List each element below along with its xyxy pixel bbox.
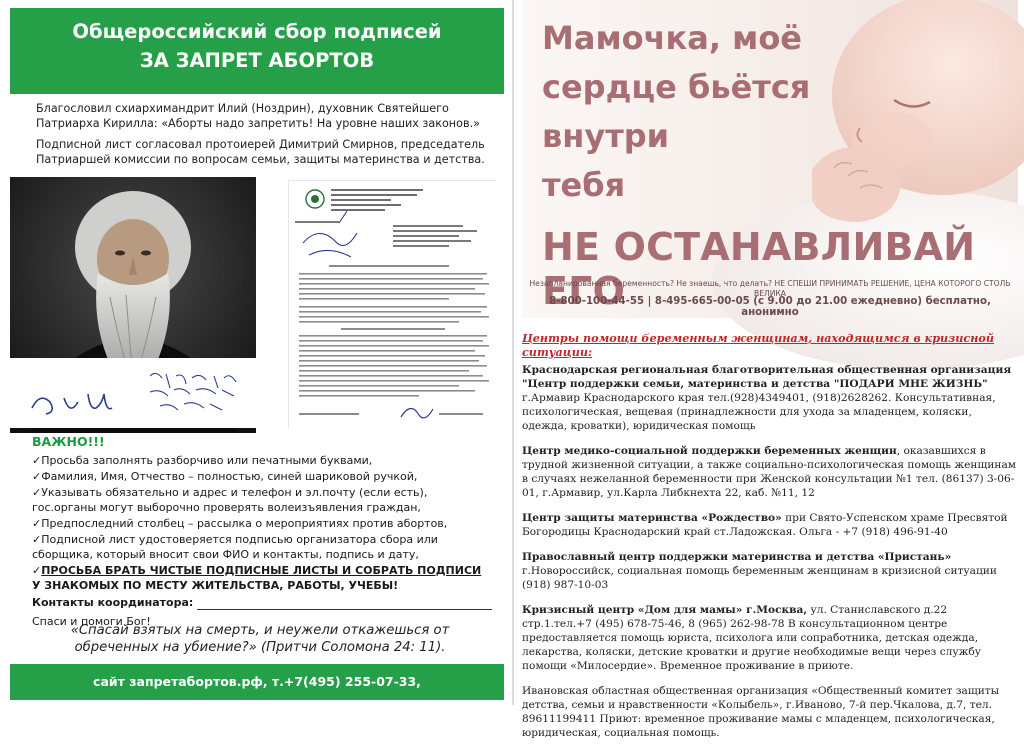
center-entry bbox=[522, 511, 1018, 539]
center-details: при Свято-Успенском храме Пресвятой Богородицы Краснодарский край ст.Ладожская. Ольга - +7 (918) 496-91-40 bbox=[522, 512, 1008, 538]
coordinator-label: Контакты координатора: bbox=[32, 596, 194, 609]
baby-poster bbox=[522, 0, 1018, 318]
request-check-mark: ✓ bbox=[32, 564, 42, 577]
center-entry bbox=[522, 444, 1018, 500]
center-name: Центр медико-социальной поддержки беременных женщин bbox=[522, 445, 897, 457]
headline-line: тебя bbox=[542, 166, 626, 204]
center-name: Православный центр поддержки материнства и детства «Пристань» bbox=[522, 551, 952, 563]
center-entry bbox=[522, 363, 1018, 433]
headline-line: сердце бьётся bbox=[542, 68, 811, 106]
center-details: , оказавшихся в трудной жизненной ситуации, а также социально-психологическая помощь женщинам в случаях нежеланной беременности при Женской консультации №1 тел. (86137) 3-06-01, г.Армавир, ул.Карла Либкнехта 22, каб. №11, 12 bbox=[522, 445, 1017, 499]
headline-line: Мамочка, моё bbox=[542, 19, 802, 57]
important-rules-section bbox=[32, 434, 492, 629]
center-details: г.Новороссийск, социальная помощь беременным женщинам в кризисной ситуации (918) 987-10-03 bbox=[522, 565, 997, 591]
petition-footer: сайт запретабортов.рф, т.+7(495) 255-07-33, https://VK.com/petitia_za bbox=[10, 664, 504, 700]
center-details: Ивановская областная общественная организация «Общественный комитет защиты детства, семьи и нравственности «Колыбель», г.Иваново, 7-й пер.Чкалова, д.7, тел. 89611199411 Приют: временное проживание мамы с младенцем, психологическая, юридическая, социальная помощь. bbox=[522, 685, 1000, 739]
rule-item: ✓Фамилия, Имя, Отчество – полностью, синей шариковой ручкой, bbox=[32, 470, 418, 483]
coordinator-fill-line bbox=[197, 598, 492, 610]
approval-text: Подписной лист согласовал протоиерей Димитрий Смирнов, председатель Патриаршей комиссии по вопросам семьи, защиты материнства и детства. bbox=[36, 138, 485, 166]
center-entry bbox=[522, 684, 1018, 740]
center-name: Краснодарская региональная благотворительная общественная организация "Центр поддержки семьи, материнства и детства "ПОДАРИ МНЕ ЖИЗНЬ" bbox=[522, 364, 1012, 390]
coordinator-contacts-row bbox=[32, 595, 492, 610]
petition-header bbox=[10, 8, 504, 94]
rule-item: ✓Указывать обязательно и адрес и телефон и эл.почту (если есть), гос.органы могут выборочно проверять волеизъявления граждан, bbox=[32, 486, 428, 514]
petition-title-line1: Общероссийский сбор подписей bbox=[72, 20, 442, 43]
poster-hotline-phones: 8-800-100-44-55 | 8-495-665-00-05 (с 9.00 до 21.00 ежедневно) бесплатно, анонимно bbox=[549, 296, 991, 318]
collection-request bbox=[32, 563, 492, 593]
poster-headline bbox=[542, 14, 822, 210]
help-centers-panel bbox=[512, 0, 1024, 739]
center-entry bbox=[522, 603, 1018, 673]
official-letter-document bbox=[288, 180, 496, 428]
petition-title-line2: ЗА ЗАПРЕТ АБОРТОВ bbox=[139, 49, 375, 72]
center-entry bbox=[522, 550, 1018, 592]
poster-call-to-action: НЕ ОСТАНАВЛИВАЙ ЕГО bbox=[542, 225, 976, 313]
proverb-quote: «Спасай взятых на смерть, и неужели откажешься от обреченных на убиение?» (Притчи Соломона 24: 11). bbox=[70, 623, 450, 655]
rule-item: ✓Подписной лист удостоверяется подписью организатора сбора или сборщика, который вносит свои ФИО и контакты, подпись и дату, bbox=[32, 533, 438, 561]
petition-panel bbox=[0, 0, 512, 725]
center-details: г.Армавир Краснодарского края тел.(928)4349401, (918)2628262. Консультативная, психологическая, вещевая (принадлежности для ухода за младенцем, коляски, одежда, кроватки), юридическая помощь bbox=[522, 392, 996, 432]
important-title: ВАЖНО!!! bbox=[32, 434, 105, 449]
petition-intro bbox=[36, 101, 486, 173]
handwritten-signature bbox=[10, 358, 256, 428]
poster-subtitle: Незапланированная беременность? Не знаешь, что делать? НЕ СПЕШИ ПРИНИМАТЬ РЕШЕНИЕ, ЦЕНА КОТОРОГО СТОЛЬ ВЕЛИКА bbox=[529, 279, 1011, 298]
request-underlined-text: ПРОСЬБА БРАТЬ ЧИСТЫЕ ПОДПИСНЫЕ ЛИСТЫ И СОБРАТЬ ПОДПИСИ bbox=[41, 564, 482, 577]
headline-line: внутри bbox=[542, 117, 670, 155]
help-centers-list bbox=[522, 331, 1018, 751]
request-rest-text: У ЗНАКОМЫХ ПО МЕСТУ ЖИТЕЛЬСТВА, РАБОТЫ, УЧЕБЫ! bbox=[32, 579, 399, 592]
signature-card bbox=[10, 358, 256, 428]
thanks-text: Спаси и помоги Бог! bbox=[32, 615, 151, 628]
center-name: Центр защиты материнства «Рождество» bbox=[522, 512, 782, 524]
center-name: Кризисный центр «Дом для мамы» г.Москва, bbox=[522, 604, 808, 616]
blessing-text: Благословил схиархимандрит Илий (Ноздрин), духовник Святейшего Патриарха Кирилла: «Аборты надо запретить! На уровне наших законов.» bbox=[36, 102, 480, 130]
rule-item: ✓Предпоследний столбец – рассылка о мероприятиях против абортов, bbox=[32, 517, 448, 530]
rule-item: ✓Просьба заполнять разборчиво или печатными буквами, bbox=[32, 454, 373, 467]
help-centers-title: Центры помощи беременным женщинам, находящимся в кризисной ситуации: bbox=[522, 331, 994, 359]
center-details: ул. Станиславского д.22 стр.1.тел.+7 (495) 678-75-46, 8 (965) 262-98-78 В консультационном центре предоставляется помощь юриста, психолога или сопработника, детская одежда, лекарства, коляски, детские кроватки и другие необходимые вещи через службу помощи «Милосердие». Временное проживание в приюте. bbox=[522, 604, 981, 672]
